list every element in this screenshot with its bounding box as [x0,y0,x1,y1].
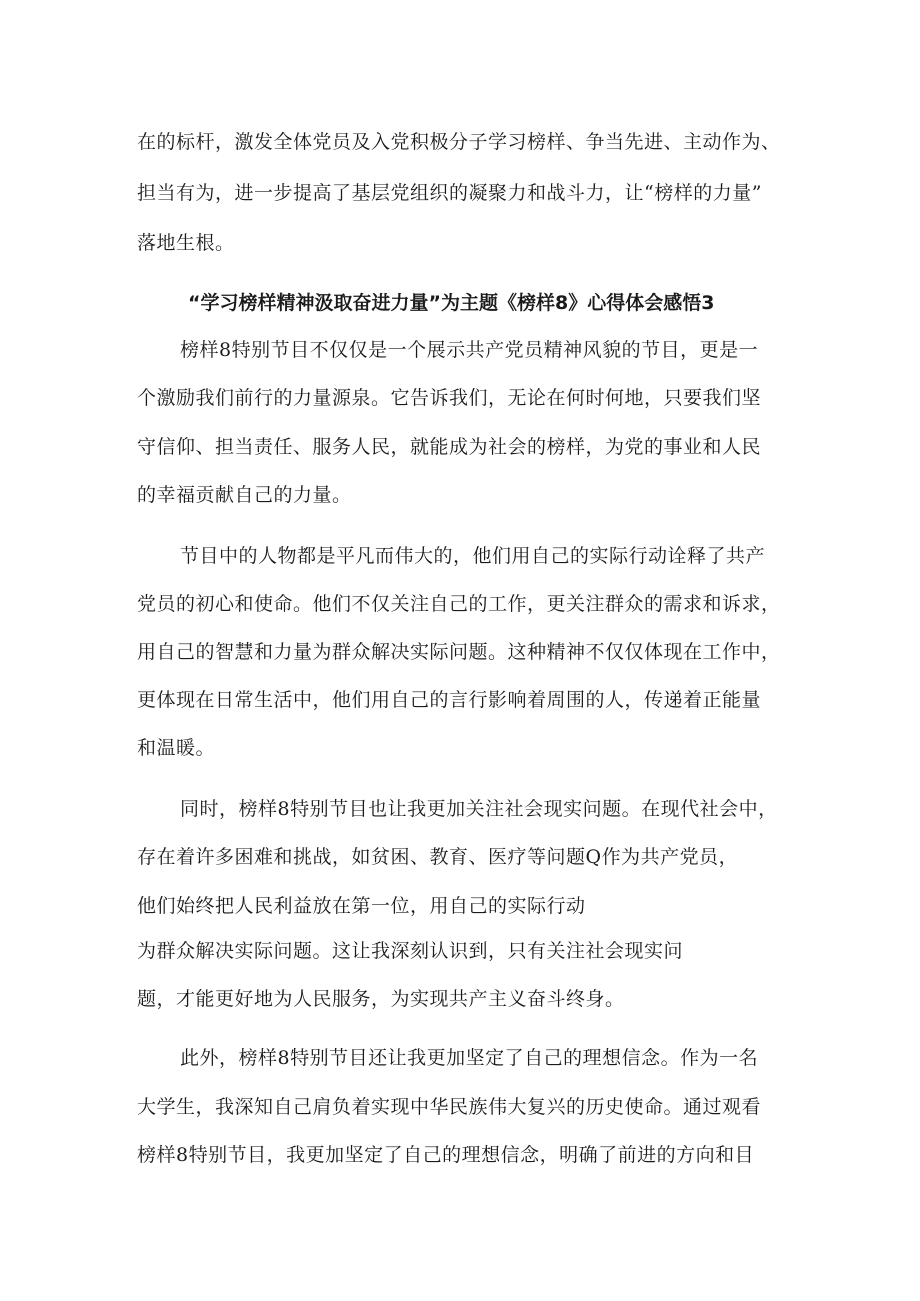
paragraph-4-line-2: 存在着许多困难和挑战，如贫困、教育、医疗等问题Q作为共产党员， [137,846,739,868]
section-title: “学习榜样精神汲取奋进力量”为主题《榜样8》心得体会感悟3 [188,292,715,314]
paragraph-2-line-1: 榜样8特别节目不仅仅是一个展示共产党员精神风貌的节目，更是一 [180,339,759,361]
paragraph-5-line-2: 大学生，我深知自己肩负着实现中华民族伟大复兴的历史使命。通过观看 [137,1096,762,1118]
paragraph-3-line-2: 党员的初心和使命。他们不仅关注自己的工作，更关注群众的需求和诉求， [137,593,781,615]
paragraph-1-line-3: 落地生根。 [137,232,235,254]
paragraph-2-line-4: 的幸福贡献自己的力量。 [137,484,352,506]
paragraph-2-line-2: 个激励我们前行的力量源泉。它告诉我们，无论在何时何地，只要我们坚 [137,387,762,409]
paragraph-1-line-2: 担当有为，进一步提高了基层党组织的凝聚力和战斗力，让“榜样的力量” [137,182,762,204]
paragraph-3-line-3: 用自己的智慧和力量为群众解决实际问题。这种精神不仅仅体现在工作中， [137,641,781,663]
paragraph-1-line-1: 在的标杆，激发全体党员及入党积极分子学习榜样、争当先进、主动作为、 [137,131,781,153]
paragraph-5-line-1: 此外，榜样8特别节目还让我更加坚定了自己的理想信念。作为一名 [180,1047,759,1069]
paragraph-3-line-4: 更体现在日常生活中，他们用自己的言行影响着周围的人，传递着正能量 [137,689,762,711]
paragraph-4-line-5: 题，才能更好地为人民服务，为实现共产主义奋斗终身。 [137,988,625,1010]
paragraph-4-line-1: 同时，榜样8特别节目也让我更加关注社会现实问题。在现代社会中， [180,798,778,820]
paragraph-2-line-3: 守信仰、担当责任、服务人民，就能成为社会的榜样，为党的事业和人民 [137,436,762,458]
paragraph-3-line-1: 节目中的人物都是平凡而伟大的，他们用自己的实际行动诠释了共产 [180,545,766,567]
paragraph-4-line-4: 为群众解决实际问题。这让我深刻认识到，只有关注社会现实问 [137,940,684,962]
paragraph-4-line-3: 他们始终把人民利益放在第一位，用自己的实际行动 [137,895,586,917]
paragraph-3-line-5: 和温暖。 [137,737,216,759]
paragraph-5-line-3: 榜样8特别节目，我更加坚定了自己的理想信念，明确了前进的方向和目 [137,1144,755,1166]
